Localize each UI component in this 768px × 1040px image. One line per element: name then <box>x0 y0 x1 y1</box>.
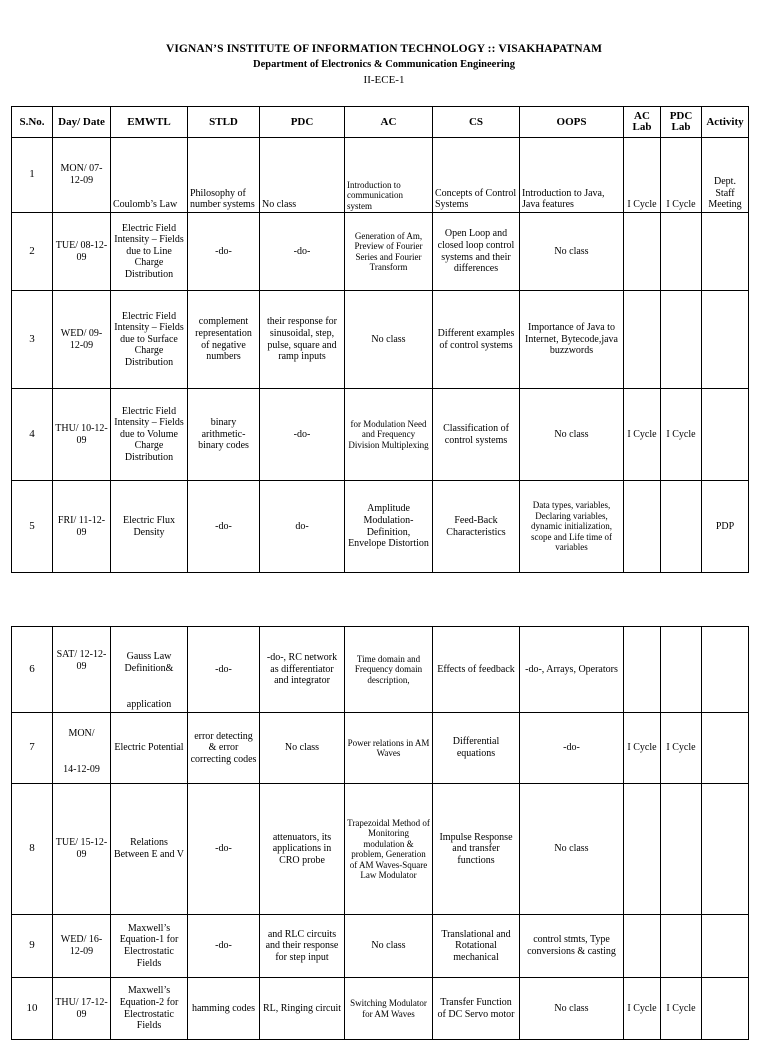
day-cell: FRI/ 11-12-09 <box>53 481 111 573</box>
sno-cell: 6 <box>12 627 53 713</box>
day-cell: THU/ 17-12-09 <box>53 978 111 1040</box>
sno-cell: 8 <box>12 784 53 915</box>
cs-cell: Open Loop and closed loop control systems and their differences <box>433 213 520 291</box>
table-row <box>12 481 749 573</box>
emwtl-cell: Electric Field Intensity – Fields due to Surface Charge Distribution <box>111 291 188 389</box>
stld-cell: -do- <box>188 784 260 915</box>
oops-cell: Importance of Java to Internet, Bytecode,java buzzwords <box>520 291 624 389</box>
pdc-cell: their response for sinusoidal, step, pulse, square and ramp inputs <box>260 291 345 389</box>
sno-cell: 3 <box>12 291 53 389</box>
sno-cell: 10 <box>12 978 53 1040</box>
emwtl-text-top: Gauss Law Definition& <box>124 651 174 674</box>
col-header: Activity <box>702 107 749 138</box>
sno-cell: 7 <box>12 713 53 784</box>
pdclab-cell <box>661 915 702 978</box>
activity-cell <box>702 978 749 1040</box>
emwtl-cell: Maxwell’s Equation-2 for Electrostatic Fields <box>111 978 188 1040</box>
aclab-cell <box>624 481 661 573</box>
emwtl-cell: Maxwell’s Equation-1 for Electrostatic Fields <box>111 915 188 978</box>
oops-cell: -do-, Arrays, Operators <box>520 627 624 713</box>
oops-cell: Introduction to Java, Java features <box>520 138 624 213</box>
pdclab-cell <box>661 627 702 713</box>
ac-cell: Amplitude Modulation- Definition, Envelope Distortion <box>345 481 433 573</box>
class-title: II-ECE-1 <box>363 74 405 86</box>
activity-cell <box>702 713 749 784</box>
department-title: Department of Electronics & Communication Engineering <box>253 59 515 70</box>
table-row <box>12 713 749 784</box>
header-row <box>12 107 749 138</box>
stld-cell: -do- <box>188 213 260 291</box>
ac-cell: Trapezoidal Method of Monitoring modulation & problem, Generation of AM Waves-Square Law Modulator <box>345 784 433 915</box>
table-row <box>12 291 749 389</box>
pdc-cell: attenuators, its applications in CRO probe <box>260 784 345 915</box>
oops-cell: No class <box>520 389 624 481</box>
table-row <box>12 915 749 978</box>
cs-cell: Concepts of Control Systems <box>433 138 520 213</box>
aclab-cell: I Cycle <box>624 138 661 213</box>
day-cell: SAT/ 12-12-09 <box>53 627 111 713</box>
sno-cell: 2 <box>12 213 53 291</box>
day-cell: WED/ 09-12-09 <box>53 291 111 389</box>
ac-cell: Power relations in AM Waves <box>345 713 433 784</box>
col-header: OOPS <box>520 107 624 138</box>
stld-cell: error detecting & error correcting codes <box>188 713 260 784</box>
pdclab-cell <box>661 784 702 915</box>
aclab-cell <box>624 627 661 713</box>
pdc-cell: -do-, RC network as differentiator and integrator <box>260 627 345 713</box>
col-header: EMWTL <box>111 107 188 138</box>
col-header: PDC Lab <box>661 107 702 138</box>
stld-cell: binary arithmetic-binary codes <box>188 389 260 481</box>
ac-cell: for Modulation Need and Frequency Division Multiplexing <box>345 389 433 481</box>
oops-cell: -do- <box>520 713 624 784</box>
stld-cell: -do- <box>188 481 260 573</box>
pdc-cell: No class <box>260 713 345 784</box>
cs-cell: Translational and Rotational mechanical <box>433 915 520 978</box>
table-row <box>12 389 749 481</box>
emwtl-cell <box>113 628 185 711</box>
sno-cell: 5 <box>12 481 53 573</box>
col-header: Day/ Date <box>53 107 111 138</box>
emwtl-cell: Electric Flux Density <box>111 481 188 573</box>
timetable-week2 <box>11 626 749 1040</box>
pdclab-cell: I Cycle <box>661 978 702 1040</box>
col-header: CS <box>433 107 520 138</box>
sno-cell: 9 <box>12 915 53 978</box>
pdc-cell: do- <box>260 481 345 573</box>
aclab-cell <box>624 915 661 978</box>
oops-cell: No class <box>520 784 624 915</box>
day-cell: THU/ 10-12-09 <box>53 389 111 481</box>
stld-cell: hamming codes <box>188 978 260 1040</box>
oops-cell: No class <box>520 978 624 1040</box>
col-header: PDC <box>260 107 345 138</box>
ac-cell: Generation of Am, Preview of Fourier Series and Fourier Transform <box>345 213 433 291</box>
col-header: AC <box>345 107 433 138</box>
activity-cell: Dept. Staff Meeting <box>702 138 749 213</box>
table-row <box>12 213 749 291</box>
ac-cell: No class <box>345 915 433 978</box>
ac-cell: Time domain and Frequency domain description, <box>345 627 433 713</box>
table-row <box>12 784 749 915</box>
emwtl-cell: Coulomb’s Law <box>111 138 188 213</box>
ac-cell: Switching Modulator for AM Waves <box>345 978 433 1040</box>
emwtl-text-bottom: application <box>126 699 172 711</box>
aclab-cell: I Cycle <box>624 978 661 1040</box>
cs-cell: Effects of feedback <box>433 627 520 713</box>
oops-cell: No class <box>520 213 624 291</box>
cs-cell: Feed-Back Characteristics <box>433 481 520 573</box>
cs-cell: Different examples of control systems <box>433 291 520 389</box>
sno-cell: 4 <box>12 389 53 481</box>
oops-cell: control stmts, Type conversions & casting <box>520 915 624 978</box>
day-cell: MON/ 07-12-09 <box>53 138 111 213</box>
institute-title: VIGNAN’S INSTITUTE OF INFORMATION TECHNOLOGY :: VISAKHAPATNAM <box>165 43 603 55</box>
cs-cell: Impulse Response and transfer functions <box>433 784 520 915</box>
activity-cell <box>702 627 749 713</box>
activity-cell <box>702 389 749 481</box>
pdclab-cell <box>661 291 702 389</box>
emwtl-cell: Relations Between E and V <box>111 784 188 915</box>
day-cell: TUE/ 08-12-09 <box>53 213 111 291</box>
pdc-cell: -do- <box>260 389 345 481</box>
day-cell: WED/ 16-12-09 <box>53 915 111 978</box>
cs-cell: Differential equations <box>433 713 520 784</box>
day-cell: TUE/ 15-12-09 <box>53 784 111 915</box>
sno-cell: 1 <box>12 138 53 213</box>
col-header: S.No. <box>12 107 53 138</box>
emwtl-cell: Electric Field Intensity – Fields due to Volume Charge Distribution <box>111 389 188 481</box>
stld-cell: complement representation of negative numbers <box>188 291 260 389</box>
pdc-cell: No class <box>260 138 345 213</box>
ac-cell: Introduction to communication system <box>345 138 433 213</box>
pdclab-cell: I Cycle <box>661 138 702 213</box>
stld-cell: Philosophy of number systems <box>188 138 260 213</box>
table-row <box>12 627 749 713</box>
activity-cell <box>702 915 749 978</box>
table-row <box>12 138 749 213</box>
pdclab-cell: I Cycle <box>661 389 702 481</box>
emwtl-cell: Electric Field Intensity – Fields due to Line Charge Distribution <box>111 213 188 291</box>
activity-cell <box>702 213 749 291</box>
stld-cell: -do- <box>188 915 260 978</box>
ac-cell: No class <box>345 291 433 389</box>
aclab-cell <box>624 291 661 389</box>
timetable-week1 <box>11 106 749 573</box>
aclab-cell: I Cycle <box>624 713 661 784</box>
aclab-cell <box>624 784 661 915</box>
pdclab-cell: I Cycle <box>661 713 702 784</box>
activity-cell <box>702 291 749 389</box>
day-text-top: MON/ <box>68 728 95 739</box>
col-header: AC Lab <box>624 107 661 138</box>
aclab-cell <box>624 213 661 291</box>
pdclab-cell <box>661 213 702 291</box>
pdc-cell: and RLC circuits and their response for step input <box>260 915 345 978</box>
day-text-bottom: 14-12-09 <box>63 764 100 776</box>
pdc-cell: RL, Ringing circuit <box>260 978 345 1040</box>
pdclab-cell <box>661 481 702 573</box>
pdc-cell: -do- <box>260 213 345 291</box>
table-row <box>12 978 749 1040</box>
cs-cell: Transfer Function of DC Servo motor <box>433 978 520 1040</box>
activity-cell <box>702 784 749 915</box>
stld-cell: -do- <box>188 627 260 713</box>
activity-cell: PDP <box>702 481 749 573</box>
oops-cell: Data types, variables, Declaring variables, dynamic initialization, scope and Life time of variables <box>520 481 624 573</box>
cs-cell: Classification of control systems <box>433 389 520 481</box>
emwtl-cell: Electric Potential <box>111 713 188 784</box>
col-header: STLD <box>188 107 260 138</box>
aclab-cell: I Cycle <box>624 389 661 481</box>
day-cell <box>55 714 108 782</box>
